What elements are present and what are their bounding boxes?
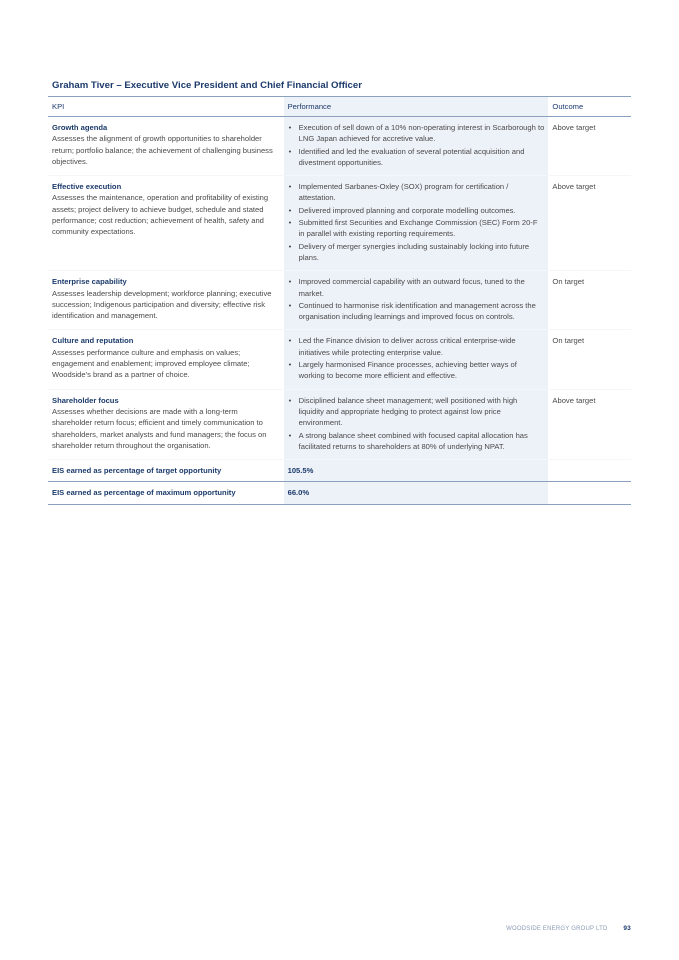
summary-label: EIS earned as percentage of maximum opportunity	[48, 482, 284, 504]
performance-item: • Delivery of merger synergies including sustainably locking into future plans.	[299, 241, 545, 264]
table-row	[48, 176, 631, 271]
kpi-table	[48, 96, 631, 505]
table-row	[48, 389, 631, 459]
kpi-cell	[48, 271, 284, 330]
kpi-description: Assesses performance culture and emphasis on values; engagement and enablement; improved employee climate; Woodside's brand as a partner of choice.	[52, 347, 250, 380]
summary-empty	[548, 482, 631, 504]
outcome-cell: Above target	[548, 117, 631, 176]
kpi-title: Culture and reputation	[52, 336, 134, 346]
table-row	[48, 271, 631, 330]
performance-list	[288, 122, 545, 168]
page-footer	[506, 925, 631, 932]
performance-item: • Delivered improved planning and corporate modelling outcomes.	[299, 205, 545, 216]
performance-cell	[284, 117, 549, 176]
outcome-cell: Above target	[548, 389, 631, 459]
kpi-description: Assesses the maintenance, operation and profitability of existing assets; project delivery to achieve budget, schedule and stated performance; cost reduction; achievement of health, safety and community expectations.	[52, 193, 269, 237]
performance-item: • Submitted first Securities and Exchange Commission (SEC) Form 20-F in parallel with existing reporting requirements.	[299, 217, 545, 240]
page-number: 93	[623, 925, 631, 932]
kpi-title: Shareholder focus	[52, 395, 119, 405]
column-header-outcome: Outcome	[548, 97, 631, 117]
kpi-title: Growth agenda	[52, 123, 108, 132]
summary-row	[48, 482, 631, 504]
summary-value: 105.5%	[284, 460, 549, 482]
column-header-performance: Performance	[284, 97, 549, 117]
table-row	[48, 117, 631, 176]
performance-cell	[284, 271, 549, 330]
summary-value: 66.0%	[284, 482, 549, 504]
performance-cell	[284, 330, 549, 389]
outcome-cell: On target	[548, 271, 631, 330]
kpi-cell	[48, 389, 284, 459]
performance-item: • Led the Finance division to deliver across critical enterprise-wide initiatives while protecting enterprise value.	[299, 335, 545, 358]
performance-cell	[284, 176, 549, 271]
outcome-cell: On target	[548, 330, 631, 389]
column-header-kpi: KPI	[48, 97, 284, 117]
summary-label: EIS earned as percentage of target opportunity	[48, 460, 284, 482]
performance-item: • A strong balance sheet combined with focused capital allocation has facilitated returns to shareholders at 80% of underlying NPAT.	[299, 430, 545, 453]
performance-list	[288, 395, 545, 452]
kpi-title: Enterprise capability	[52, 277, 127, 287]
performance-item: • Execution of sell down of a 10% non-operating interest in Scarborough to LNG Japan achieved for accretive value.	[299, 122, 545, 145]
kpi-cell	[48, 176, 284, 271]
performance-list	[288, 335, 545, 381]
performance-item: • Improved commercial capability with an outward focus, tuned to the market.	[299, 276, 545, 299]
section-heading: Graham Tiver – Executive Vice President and Chief Financial Officer	[52, 80, 362, 91]
kpi-title: Effective execution	[52, 182, 122, 192]
kpi-description: Assesses leadership development; workforce planning; executive succession; Indigenous participation and diversity; effective risk identification and management.	[52, 288, 272, 321]
performance-item: • Disciplined balance sheet management; well positioned with high liquidity and appropriate hedging to protect against low price environment.	[299, 395, 545, 429]
performance-item: • Continued to harmonise risk identification and management across the organisation including learnings and improved focus on controls.	[299, 300, 545, 323]
performance-item: • Largely harmonised Finance processes, achieving better ways of working to become more efficient and effective.	[299, 359, 545, 382]
summary-empty	[548, 460, 631, 482]
footer-company: WOODSIDE ENERGY GROUP LTD	[506, 926, 608, 932]
performance-list	[288, 276, 545, 322]
table-body	[48, 117, 631, 505]
summary-row	[48, 460, 631, 482]
performance-item: • Implemented Sarbanes-Oxley (SOX) program for certification / attestation.	[299, 181, 545, 204]
performance-list	[288, 181, 545, 263]
table-row	[48, 330, 631, 389]
table-header-row	[48, 97, 631, 117]
kpi-cell	[48, 330, 284, 389]
performance-cell	[284, 389, 549, 459]
outcome-cell: Above target	[548, 176, 631, 271]
kpi-cell	[48, 117, 284, 176]
performance-item: • Identified and led the evaluation of several potential acquisition and divestment opportunities.	[299, 146, 545, 169]
kpi-description: Assesses the alignment of growth opportunities to shareholder return; portfolio balance; the achievement of challenging business objectives.	[52, 134, 273, 166]
kpi-description: Assesses whether decisions are made with a long-term shareholder return focus; efficient and timely communication to shareholders, market analysts and fund managers; the focus on shareholder return throughout the organisation.	[52, 406, 267, 450]
